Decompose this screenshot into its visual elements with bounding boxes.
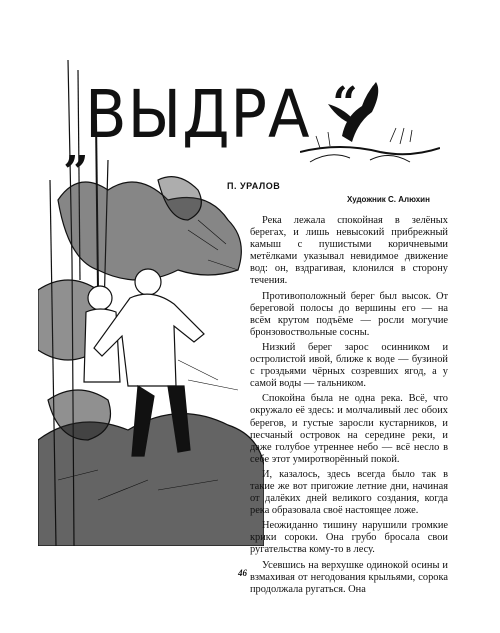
paragraph: Усевшись на верхушке одинокой осины и взмахивая от негодования крыльями, сорока продолжала ругаться. Она [250,559,448,595]
paragraph: Неожиданно тишину нарушили громкие крики сороки. Она грубо бросала свои ругательства кому-то в лесу. [250,520,448,556]
title-open-quote: „ [64,122,84,173]
body-text [250,215,448,599]
story-title [64,76,364,173]
author-name: П. УРАЛОВ [227,181,281,191]
title-word: ВЫДРА [85,76,311,153]
paragraph: И, казалось, здесь всегда было так в такие же вот пригожие летние дни, начиная от далёких дней великого создания, когда река образовала своё настоящее ложе. [250,468,448,517]
paragraph: Река лежала спокойная в зелёных берегах, и лишь невысокий прибрежный камыш с пушистыми коричневыми метёлками указывал невидимое движение вод: он, вздрагивая, клонился в сторону течения. [250,215,448,287]
artist-credit: Художник С. Алюхин [347,195,430,204]
paragraph: Низкий берег зарос осинником и остролистой ивой, ближе к воде — бузиной с гроздьями чёрных созревших ягод, а у самой воды — тальником. [250,341,448,390]
paragraph: Спокойна была не одна река. Всё, что окружало её здесь: и молчаливый лес обоих берегов, и густые заросли кустарников, и песчаный островок на середине реки, и даже голубое утреннее небо — всё несло в себе этот умиротворённый покой. [250,393,448,465]
page-number: 46 [238,568,247,578]
title-close-quote: “ [332,78,352,129]
paragraph: Противоположный берег был высок. От береговой полосы до вершины его — на всём крутом подъёме — росли могучие бронзовоствольные сосны. [250,290,448,338]
